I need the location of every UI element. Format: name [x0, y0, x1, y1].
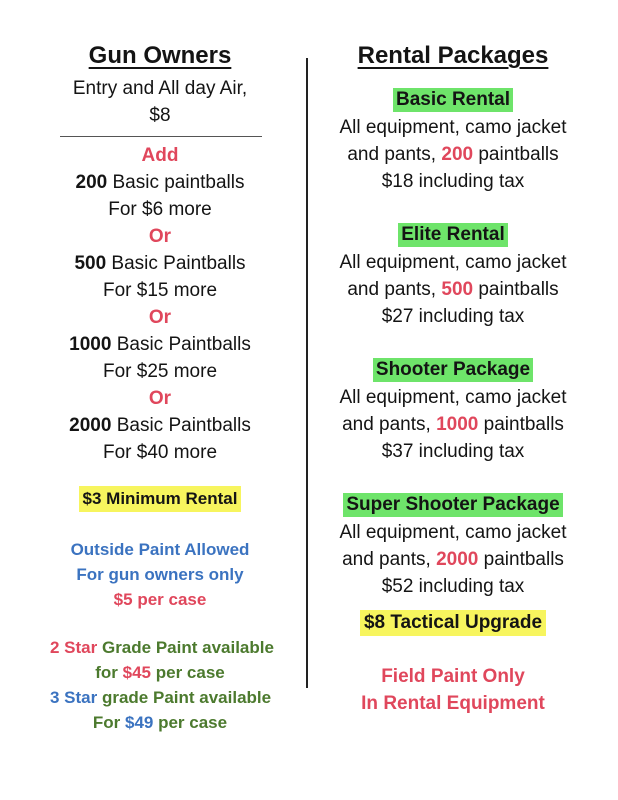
outside-price-suffix: per case	[132, 590, 207, 609]
package-desc-suffix: paintballs	[473, 279, 559, 300]
star2-case: per case	[151, 663, 225, 682]
star3-suffix: grade Paint available	[97, 688, 272, 707]
option-200-price: For $6 more	[108, 199, 212, 220]
package-desc-prefix: and pants,	[342, 549, 437, 570]
package-desc-prefix: and pants,	[342, 414, 437, 435]
package-desc-2	[318, 143, 588, 167]
package-desc-suffix: paintballs	[478, 549, 564, 570]
star3-line	[50, 686, 270, 710]
package-name-row	[318, 358, 588, 382]
min-rental-row	[50, 486, 270, 512]
outside-paint-line-2: For gun owners only	[76, 565, 244, 584]
package-desc-1: All equipment, camo jacket	[339, 117, 567, 138]
package-name-row	[318, 88, 588, 112]
package-balls: 500	[441, 279, 474, 300]
entry-line-2: $8	[149, 105, 171, 126]
star3-price-line	[50, 711, 270, 735]
package-price: $18 including tax	[381, 171, 525, 192]
section-divider	[60, 136, 262, 137]
option-count: 2000	[69, 415, 112, 436]
package-desc-1: All equipment, camo jacket	[339, 387, 567, 408]
package-desc-2	[318, 413, 588, 437]
star2-price: $45	[122, 663, 152, 682]
option-desc: Basic Paintballs	[111, 334, 251, 355]
package-name: Basic Rental	[393, 88, 513, 112]
option-count: 500	[74, 253, 107, 274]
package-balls: 2000	[436, 549, 479, 570]
entry-line-1: Entry and All day Air,	[72, 78, 248, 99]
star3-prefix: 3 Star	[50, 688, 98, 707]
option-desc: Basic Paintballs	[106, 253, 246, 274]
package-price: $27 including tax	[381, 306, 525, 327]
package-desc-1: All equipment, camo jacket	[339, 522, 567, 543]
or-label: Or	[148, 226, 172, 247]
star2-suffix: Grade Paint available	[97, 638, 274, 657]
package-name-row	[318, 493, 588, 517]
outside-paint-line-1: Outside Paint Allowed	[70, 540, 250, 559]
package-price: $52 including tax	[381, 576, 525, 597]
field-paint-line-2: In Rental Equipment	[361, 693, 545, 714]
option-1000-line	[50, 333, 270, 357]
option-count: 1000	[69, 334, 112, 355]
package-balls: 200	[441, 144, 474, 165]
option-count: 200	[75, 172, 108, 193]
or-label: Or	[148, 307, 172, 328]
gun-owners-title: Gun Owners	[88, 42, 232, 69]
option-500-price: For $15 more	[102, 280, 218, 301]
tactical-upgrade-badge: $8 Tactical Upgrade	[360, 610, 546, 636]
package-desc-prefix: and pants,	[347, 279, 442, 300]
min-rental-badge: $3 Minimum Rental	[79, 486, 242, 512]
rental-packages-title: Rental Packages	[357, 42, 549, 69]
star3-price: $49	[125, 713, 154, 732]
star2-prefix: 2 Star	[50, 638, 98, 657]
option-1000-price: For $25 more	[102, 361, 218, 382]
star2-for: for	[95, 663, 123, 682]
star3-case: per case	[153, 713, 228, 732]
package-name-row	[318, 223, 588, 247]
package-name: Super Shooter Package	[343, 493, 562, 517]
package-balls: 1000	[436, 414, 479, 435]
package-desc-2	[318, 278, 588, 302]
package-price: $37 including tax	[381, 441, 525, 462]
add-label: Add	[141, 145, 179, 166]
star2-price-line	[50, 661, 270, 685]
option-desc: Basic Paintballs	[111, 415, 251, 436]
tactical-row	[318, 610, 588, 636]
package-desc-suffix: paintballs	[478, 414, 564, 435]
package-desc-1: All equipment, camo jacket	[339, 252, 567, 273]
package-desc-prefix: and pants,	[347, 144, 442, 165]
star3-for: For	[92, 713, 125, 732]
option-desc: Basic paintballs	[107, 172, 245, 193]
star2-line	[50, 636, 274, 660]
or-label: Or	[148, 388, 172, 409]
outside-paint-price	[50, 588, 270, 612]
column-divider	[306, 58, 308, 688]
gun-owners-column	[50, 0, 274, 800]
outside-price: $5	[113, 590, 133, 609]
rental-packages-column	[318, 0, 588, 800]
package-name: Shooter Package	[373, 358, 533, 382]
package-name: Elite Rental	[398, 223, 507, 247]
field-paint-line-1: Field Paint Only	[381, 666, 525, 687]
option-200-line	[50, 171, 270, 195]
option-2000-line	[50, 414, 270, 438]
package-desc-suffix: paintballs	[473, 144, 559, 165]
option-2000-price: For $40 more	[102, 442, 218, 463]
option-500-line	[50, 252, 270, 276]
package-desc-2	[318, 548, 588, 572]
